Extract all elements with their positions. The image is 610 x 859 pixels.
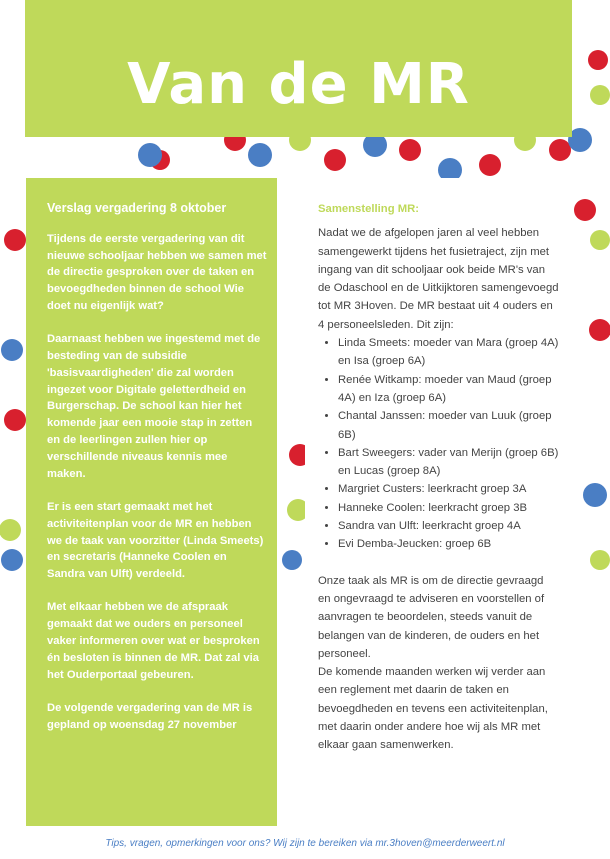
list-item: • Margriet Custers: leerkracht groep 3A (338, 480, 559, 498)
list-item: • Evi Demba-Jeucken: groep 6B (338, 535, 559, 553)
report-paragraph: Er is een start gemaakt met het activiteitenplan voor de MR en hebben we de taak van voorzitter (Linda Smeets) en secretaris (Hanneke Coolen en Sandra van Ulft) verdeeld. (47, 500, 264, 581)
report-paragraph: Tijdens de eerste vergadering van dit nieuwe schooljaar hebben we samen met de directie gesproken over de taken en bevoegdheden binnen de school Wie doet nu eigenlijk wat? (47, 232, 267, 312)
list-item: • Hanneke Coolen: leerkracht groep 3B (338, 499, 559, 517)
footer-contact-line: Tips, vragen, opmerkingen voor ons? Wij zijn te bereiken via mr.3hoven@meerderweert.nl (105, 838, 505, 849)
report-paragraph: De volgende vergadering van de MR is gepland op woensdag 27 november (47, 701, 253, 731)
list-item: • Linda Smeets: moeder van Mara (groep 4A) en Isa (groep 6A) (338, 334, 559, 371)
meeting-report-heading: Verslag vergadering 8 oktober (47, 201, 227, 215)
list-item: • Chantal Janssen: moeder van Luuk (groep 6B) (338, 407, 559, 444)
page-title: Van de MR (127, 52, 470, 117)
closing-paragraph: De komende maanden werken wij verder aan een reglement met daarin de taken en bevoegdheden en tevens een activiteitenplan, met daarin onder andere hoe wij als MR met elkaar gaan samenwerken. (318, 666, 548, 752)
members-list (318, 334, 559, 554)
list-item: • Renée Witkamp: moeder van Maud (groep 4A) en Iza (groep 6A) (338, 371, 559, 408)
report-paragraph: Daarnaast hebben we ingestemd met de besteding van de subsidie 'basisvaardigheden' die zal worden ingezet voor Digitale geletterdheid en Burgerschap. De school kan hier het komende jaar een mooie stap in zetten en de leerlingen zullen hier op verschillende niveaus kennis mee maken. (47, 333, 261, 480)
report-paragraph: Met elkaar hebben we de afspraak gemaakt dat we ouders en personeel vaker informeren over wat er besproken én besloten is binnen de MR. Dat zal via het Ouderportaal gebeuren. (47, 601, 260, 681)
meeting-report-panel (26, 178, 277, 826)
composition-intro: Nadat we de afgelopen jaren al veel hebben samengewerkt tijdens het fusietraject, zijn met ingang van dit schooljaar ook beide MR's van de Odaschool en de Uitkijktoren samengevoegd tot MR 3Hoven. De MR bestaat uit 4 ouders en 4 personeelsleden. Dit zijn: (318, 227, 559, 331)
closing-paragraph: Onze taak als MR is om de directie gevraagd en ongevraagd te adviseren en voorstellen of aanvragen te beoordelen, steeds vanuit de belangen van de kinderen, de ouders en het personeel. (318, 574, 545, 660)
list-item: • Sandra van Ulft: leerkracht groep 4A (338, 517, 559, 535)
composition-panel (305, 178, 565, 826)
header-banner (25, 0, 572, 137)
composition-heading: Samenstelling MR: (318, 203, 420, 215)
list-item: • Bart Sweegers: vader van Merijn (groep 6B) en Lucas (groep 8A) (338, 444, 559, 481)
